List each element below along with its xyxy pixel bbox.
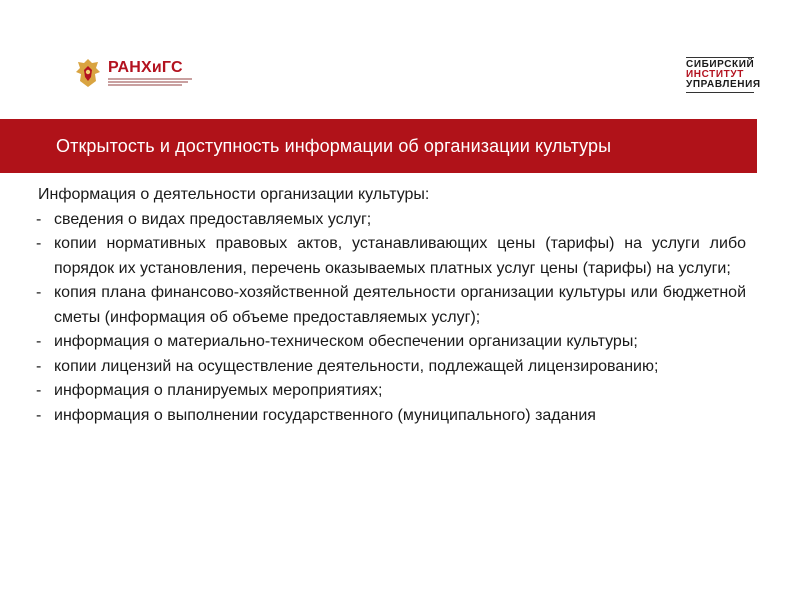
list-bullet: - <box>36 357 42 375</box>
siberian-institute-logo <box>686 57 761 93</box>
ranepa-logo-subtitle <box>108 78 192 86</box>
list-item <box>36 281 746 330</box>
list-bullet: - <box>36 235 42 252</box>
list-item-text: информация о выполнении государственного (муниципального) задания <box>54 406 596 424</box>
slide-title: Открытость и доступность информации об организации культуры <box>56 135 612 156</box>
ranepa-logo-name: РАНХиГС <box>108 59 183 76</box>
list-bullet: - <box>36 382 42 399</box>
institute-logo-line-2: ИНСТИТУТ <box>686 69 744 80</box>
list-item <box>36 208 746 233</box>
list-item <box>36 232 746 281</box>
content-intro: Информация о деятельности организации культуры: <box>38 186 430 203</box>
list-bullet: - <box>36 333 42 350</box>
list-bullet: - <box>36 210 42 228</box>
list-item <box>36 404 746 429</box>
list-item <box>36 379 746 404</box>
institute-logo-line-1: СИБИРСКИЙ <box>686 59 755 70</box>
list-item-text: информация о материально-техническом обеспечении организации культуры; <box>54 333 638 350</box>
slide-content <box>36 183 746 428</box>
title-banner <box>0 119 757 173</box>
institute-logo-line-3: УПРАВЛЕНИЯ <box>686 79 761 90</box>
list-item-text: копии нормативных правовых актов, устанавливающих цены (тарифы) на услуги либо порядок их установления, перечень оказываемых платных услуг цены (тарифы) на услуги; <box>54 235 746 277</box>
list-item-text: копия плана финансово-хозяйственной деятельности организации культуры или бюджетной сметы (информация об объеме предоставляемых услуг); <box>54 284 746 326</box>
list-item-text: сведения о видах предоставляемых услуг; <box>54 210 372 228</box>
list-bullet: - <box>36 284 42 301</box>
ranepa-logo <box>74 56 192 90</box>
list-item <box>36 330 746 355</box>
eagle-emblem-icon <box>74 57 102 89</box>
list-item-text: информация о планируемых мероприятиях; <box>54 382 383 399</box>
list-bullet: - <box>36 406 42 424</box>
list-item <box>36 355 746 380</box>
list-item-text: копии лицензий на осуществление деятельности, подлежащей лицензированию; <box>54 357 659 375</box>
